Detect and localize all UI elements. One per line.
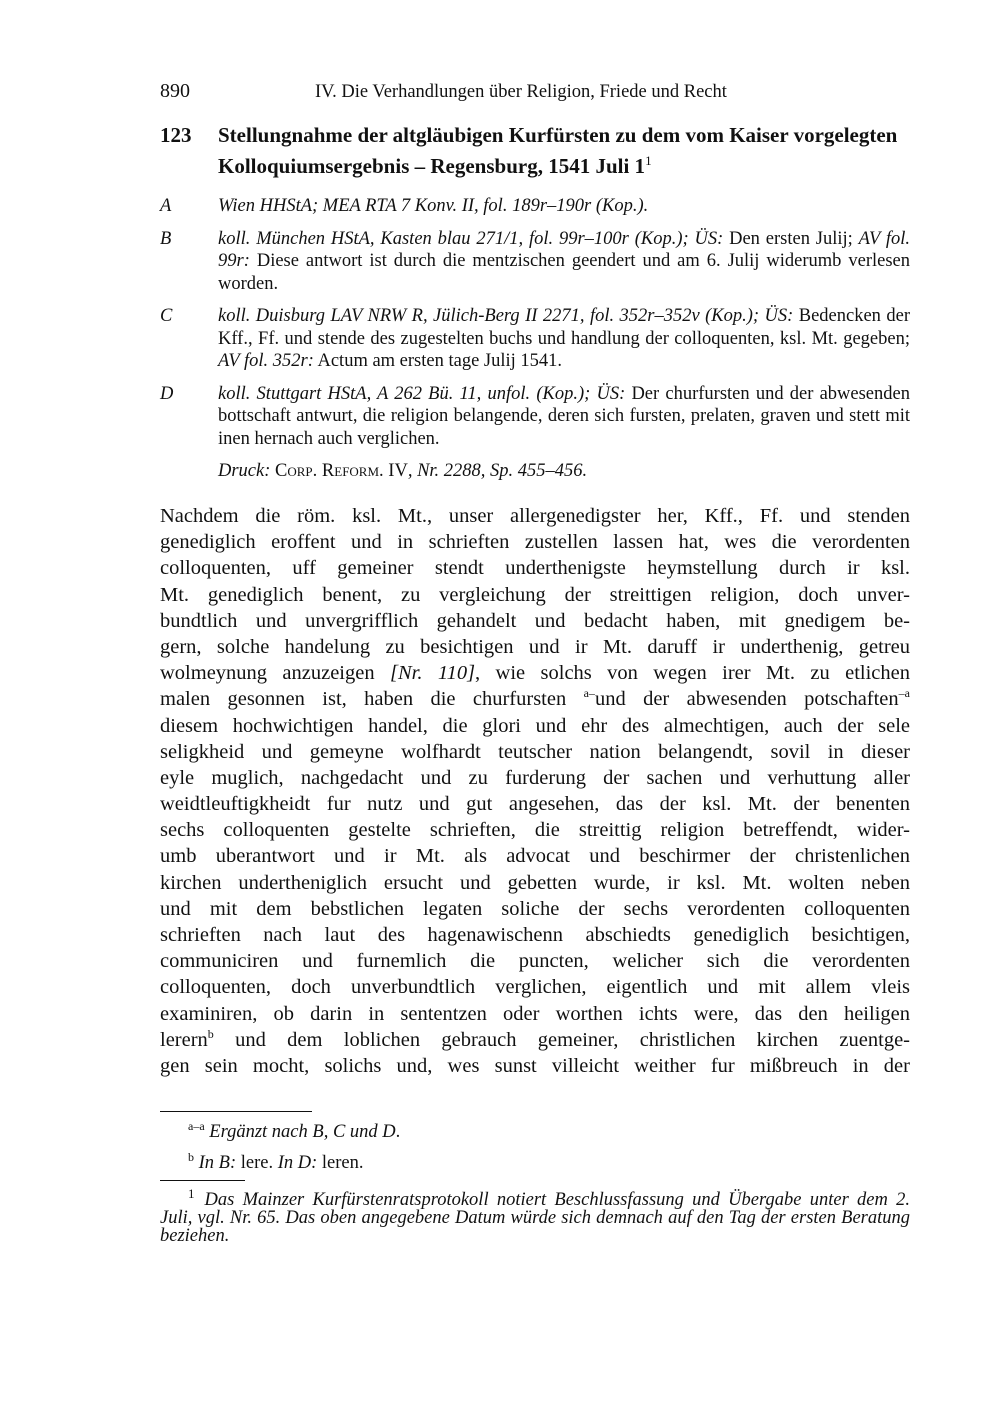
source-siglum: D	[160, 383, 174, 404]
text-segment: Der churfursten und der abwesenden bottschaft antwurt, die religion belangende, deren sich fursten, prelaten, graven und stett mit inen hernach auch verglichen.	[218, 383, 910, 449]
text-segment: schrieften nach laut des hagenawischenn abschiedts genediglich besichtigen,	[160, 924, 910, 946]
source-entry	[160, 383, 910, 451]
text-segment: , wie solchs von wegen irer Mt. zu etlichen	[475, 662, 910, 685]
footnote-divider	[160, 1180, 245, 1181]
text-segment: malen gesonnen ist, haben die churfursten	[160, 688, 584, 711]
text-segment: koll. Stuttgart HStA, A 262 Bü. 11, unfol. (Kop.); ÜS:	[218, 383, 626, 404]
body-line	[160, 686, 910, 712]
note-marker: b	[188, 1150, 194, 1165]
text-segment: bundtlich und unvergrifflich gehandelt und bedacht haben, mit gnedigem be-	[160, 609, 910, 632]
text-segment: In D:	[277, 1153, 318, 1174]
footnote-ref: 1	[645, 153, 652, 168]
source-siglum: B	[160, 228, 172, 249]
running-head: IV. Die Verhandlungen über Religion, Friede und Recht	[315, 82, 727, 102]
text-note	[160, 1145, 910, 1176]
note-marker: –a	[898, 686, 910, 701]
text-segment: kirchen undertheniglich ersucht und gebetten wurde, ir ksl. Mt. wolten neben	[160, 871, 910, 894]
body-line	[160, 817, 910, 843]
body-line	[160, 713, 910, 739]
text-segment: Corp. Reform. IV	[270, 461, 408, 481]
text-segment: gen sein mocht, solichs und, wes sunst villeicht weither fur mißbreuch in der	[160, 1054, 910, 1077]
text-segment: Den ersten Julij;	[723, 228, 859, 249]
body-line	[160, 1027, 910, 1053]
text-segment: wolmeynung anzuzeigen	[160, 662, 390, 685]
text-segment: Wien HHStA; MEA RTA 7 Konv. II, fol. 189r–190r (Kop.).	[218, 196, 649, 216]
body-line	[160, 1053, 910, 1079]
source-siglum: A	[160, 196, 172, 216]
text-segment: examiniren, ob darin in sententzen oder worthen ichts were, das den heiligen	[160, 1002, 910, 1025]
document-number: 123	[160, 123, 192, 147]
text-segment: koll. München HStA, Kasten blau 271/1, fol. 99r–100r (Kop.); ÜS:	[218, 228, 724, 249]
text-segment: Actum am ersten tage Julij 1541.	[313, 351, 563, 371]
text-segment: sechs colloquenten gestelte schrieften, die streittig religion betreffendt, wider-	[160, 819, 910, 842]
text-segment: koll. Duisburg LAV NRW R, Jülich-Berg II 2271, fol. 352r–352v (Kop.); ÜS:	[218, 306, 794, 326]
text-segment: .	[395, 1122, 401, 1143]
text-segment: , Nr. 2288, Sp. 455–456.	[407, 461, 588, 481]
footnote-text: Das Mainzer Kurfürstenratsprotokoll notiert Beschlussfassung und Übergabe unter dem 2. Juli, vgl. Nr. 65. Das oben angegebene Datum würde sich demnach auf den Tag der ersten Beratung beziehen.	[160, 1190, 910, 1247]
text-segment: communiciren und furnemlich die puncten, welicher sich die verordenten	[160, 950, 910, 973]
text-segment: In B:	[194, 1153, 237, 1174]
text-segment: genediglich eroffent und in schrieften zustellen lassen hat, wes die verordenten	[160, 531, 910, 554]
text-segment: leren.	[317, 1153, 364, 1174]
body-line	[160, 634, 910, 660]
body-line	[160, 582, 910, 608]
text-segment: und mit dem bebstlichen legaten soliche der sechs verordenten colloquenten	[160, 897, 910, 920]
body-line	[160, 660, 910, 686]
source-siglum: C	[160, 306, 173, 326]
footnote-number: 1	[188, 1186, 195, 1201]
body-text	[160, 503, 910, 1079]
body-line	[160, 608, 910, 634]
text-segment: weidtleuftigkheidt fur nutz und gut angesehen, das der ksl. Mt. der benenten	[160, 793, 910, 816]
body-line	[160, 870, 910, 896]
note-marker: b	[207, 1026, 214, 1041]
body-line	[160, 503, 910, 529]
text-segment: [Nr. 110]	[389, 662, 476, 685]
note-marker: a–	[583, 686, 595, 701]
text-segment: Bedencken der Kff., Ff. und stende des zugestelten buchs und handlung der colloquenten, ksl. Mt. gegeben;	[218, 306, 910, 349]
text-segment: lere.	[236, 1153, 278, 1174]
document-heading	[160, 122, 910, 179]
body-line	[160, 896, 910, 922]
body-line	[160, 948, 910, 974]
text-segment: AV fol. 99r:	[218, 228, 910, 271]
text-segment: und dem loblichen gebrauch gemeiner, christlichen kirchen zuentge-	[213, 1028, 910, 1051]
page-number: 890	[160, 80, 190, 102]
document-title: Stellungnahme der altgläubigen Kurfürsten zu dem vom Kaiser vorgelegten Kolloquiumsergebnis – Regensburg, 1541 Juli 1	[218, 123, 898, 178]
body-line	[160, 739, 910, 765]
notes-divider	[160, 1111, 312, 1112]
text-segment: seligkheid und gemeyne wolfhardt teutscher nation belangendt, sovil in dieser	[160, 740, 910, 763]
text-segment: colloquenten, doch unverbundtlich verglichen, eigentlich und mit allem vleis	[160, 976, 910, 999]
body-line	[160, 974, 910, 1000]
source-entry	[160, 460, 910, 483]
text-segment: gern, solche handelung zu besichtigen und ir Mt. daruff ir underthenig, getreu	[160, 635, 910, 658]
text-segment: und der abwesenden potschaften	[594, 688, 899, 711]
body-line	[160, 791, 910, 817]
text-segment: Nachdem die röm. ksl. Mt., unser allergenedigster her, Kff., Ff. und stenden	[160, 505, 910, 527]
body-line	[160, 765, 910, 791]
text-segment: diesem hochwichtigen handel, die glori und ehr des almechtigen, auch der sele	[160, 714, 910, 737]
body-line	[160, 529, 910, 555]
text-notes	[160, 1114, 910, 1176]
text-note	[160, 1114, 910, 1145]
source-entry	[160, 305, 910, 373]
text-segment: Druck:	[218, 461, 271, 481]
source-entry	[160, 195, 910, 218]
text-segment: AV fol. 352r:	[218, 351, 314, 371]
source-list	[160, 195, 910, 493]
text-segment: Diese antwort ist durch die mentzischen geendert und am 6. Julij widerumb verlesen worden.	[218, 251, 910, 294]
body-line	[160, 843, 910, 869]
source-entry	[160, 228, 910, 296]
text-segment: Ergänzt nach B, C und D	[204, 1122, 396, 1143]
text-segment: lerern	[160, 1028, 208, 1051]
note-marker: a–a	[188, 1119, 205, 1133]
text-segment: umb uberantwort und ir Mt. als advocat und beschirmer der christenlichen	[160, 845, 910, 868]
body-line	[160, 1001, 910, 1027]
text-segment: colloquenten, uff gemeiner stendt underthenigste heymstellung durch ir ksl.	[160, 557, 910, 580]
text-segment: Mt. genediglich benent, zu vergleichung der streittigen religion, doch unver-	[160, 583, 910, 606]
body-line	[160, 922, 910, 948]
text-segment: eyle muglich, nachgedacht und zu furderung der sachen und verhuttung aller	[160, 766, 910, 789]
body-line	[160, 555, 910, 581]
footnote	[160, 1185, 910, 1245]
